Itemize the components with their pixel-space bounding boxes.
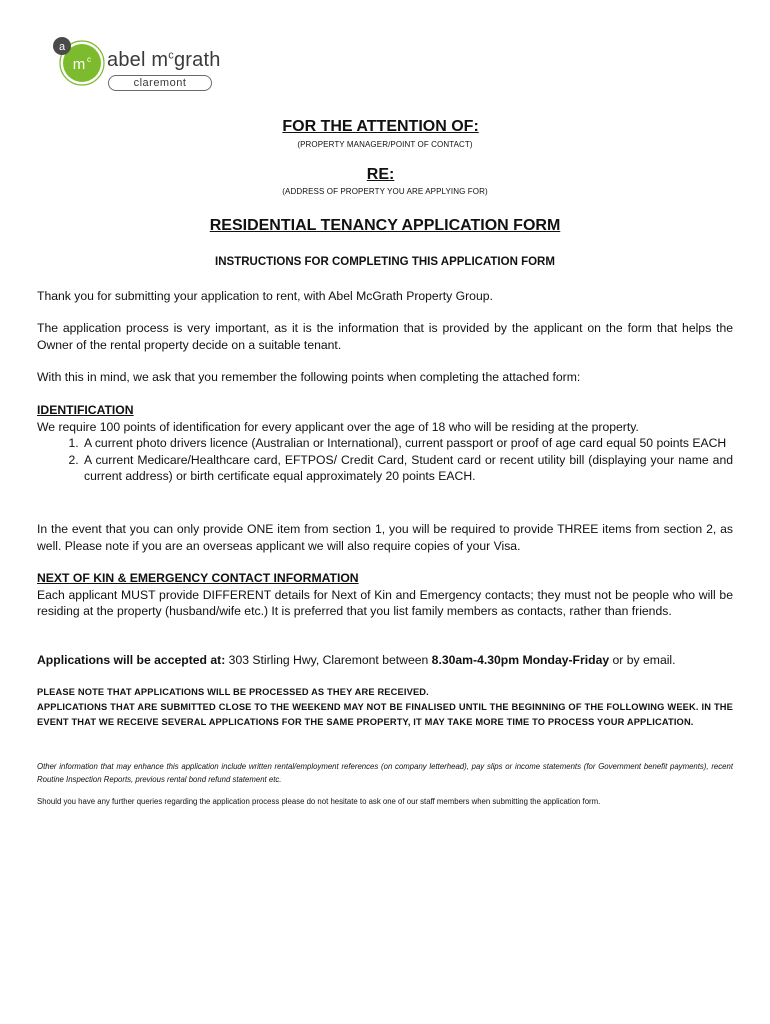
thanks-paragraph: Thank you for submitting your application to rent, with Abel McGrath Property Group. bbox=[37, 289, 493, 303]
other-information-note: Other information that may enhance this application include written rental/employment references (on company letterhead), pay slips or income statements (for Government benefit payments), recent Routine Inspection Reports, previous rental bond refund statement etc. bbox=[37, 762, 733, 784]
attention-heading: FOR THE ATTENTION OF: bbox=[282, 118, 479, 135]
queries-note: Should you have any further queries regarding the application process please do not hesitate to ask one of our staff members when submitting the application form. bbox=[37, 797, 601, 806]
logo-badge-a: a bbox=[58, 41, 66, 53]
notice-line-1: PLEASE NOTE THAT APPLICATIONS WILL BE PROCESSED AS THEY ARE RECEIVED. bbox=[37, 687, 429, 697]
logo-wordmark: abel $m^cgrath$ bbox=[107, 49, 221, 71]
re-heading: RE: bbox=[366, 166, 395, 183]
points-intro-paragraph: With this in mind, we ask that you remember the following points when completing the attached form: bbox=[37, 370, 581, 384]
next-of-kin-text: Each applicant MUST provide DIFFERENT details for Next of Kin and Emergency contacts; they must not be people who will be residing at the property (husband/wife etc.) It is preferred that you list family members as contacts, rather than friends. bbox=[37, 587, 733, 618]
form-title: RESIDENTIAL TENANCY APPLICATION FORM bbox=[209, 217, 561, 234]
processing-notice bbox=[37, 685, 733, 730]
notice-line-2: APPLICATIONS THAT ARE SUBMITTED CLOSE TO THE WEEKEND MAY NOT BE FINALISED UNTIL THE BEGINNING OF THE FOLLOWING WEEK. IN THE EVENT THAT WE RECEIVE SEVERAL APPLICATIONS FOR THE SAME PROPERTY, IT MAY TAKE MORE TIME TO PROCESS YOUR APPLICATION. bbox=[37, 702, 733, 727]
event-paragraph: In the event that you can only provide ONE item from section 1, you will be required to provide THREE items from section 2, as well. Please note if you are an overseas applicant we will also require copies of your Visa. bbox=[37, 522, 733, 553]
acceptance-paragraph: Applications will be accepted at: 303 Stirling Hwy, Claremont between 8.30am-4.30pm Monday-Friday or by email. bbox=[37, 653, 676, 667]
logo-badge-c: c bbox=[87, 55, 91, 64]
process-paragraph: The application process is very important, as it is the information that is provided by the applicant on the form that helps the Owner of the rental property decide on a suitable tenant. bbox=[37, 321, 733, 352]
instructions-heading: INSTRUCTIONS FOR COMPLETING THIS APPLICATION FORM bbox=[215, 256, 555, 268]
identification-title: IDENTIFICATION bbox=[37, 403, 134, 417]
next-of-kin-title: NEXT OF KIN & EMERGENCY CONTACT INFORMATION bbox=[37, 571, 359, 585]
identification-list bbox=[37, 435, 733, 485]
company-logo bbox=[50, 33, 220, 93]
logo-suburb: claremont bbox=[108, 75, 212, 91]
list-item: 2. A current Medicare/Healthcare card, EFTPOS/ Credit Card, Student card or recent utility bill (displaying your name and current address) or birth certificate equal approximately 20 points EACH. bbox=[82, 452, 733, 485]
identification-section bbox=[37, 402, 733, 485]
re-subtitle: (ADDRESS OF PROPERTY YOU ARE APPLYING FOR) bbox=[282, 187, 488, 196]
identification-intro: We require 100 points of identification for every applicant over the age of 18 who will be residing at the property. bbox=[37, 419, 639, 434]
list-item: 1. A current photo drivers licence (Australian or International), current passport or proof of age card equal 50 points EACH bbox=[82, 435, 733, 452]
next-of-kin-section bbox=[37, 570, 733, 620]
attention-subtitle: (PROPERTY MANAGER/POINT OF CONTACT) bbox=[297, 140, 473, 149]
logo-badge-icon bbox=[50, 33, 110, 93]
logo-badge-m: m bbox=[72, 56, 86, 73]
